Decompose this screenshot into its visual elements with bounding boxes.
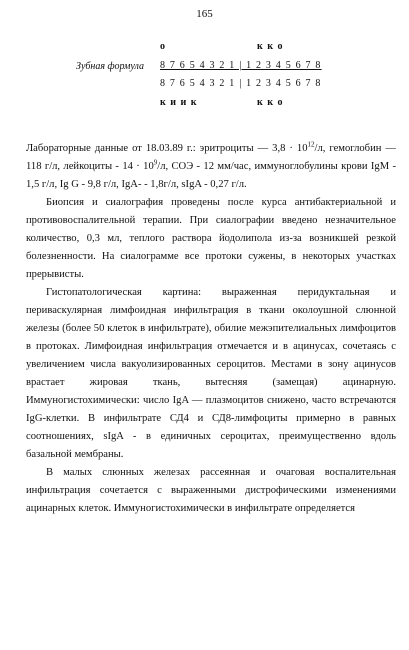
formula-label: Зубная формула (76, 61, 145, 72)
lab-text-a: Лабораторные данные от 18.03.89 г.: эритроциты — 3,8 · 10 (26, 143, 308, 154)
formula-top-right-mark: к к о (257, 41, 284, 52)
lab-data-paragraph (26, 140, 396, 194)
minor-glands-paragraph: В малых слюнных железах рассеянная и очаговая воспалительная инфильтрация сочетается с выраженными дистрофическими изменениями ацинарных клеток. Иммуногистохимически в инфильтрате определяется (26, 467, 396, 514)
lab-text-b: /л, гемоглобин — 118 г/л, лейкоциты - 14 · 10 (26, 143, 396, 172)
lab-text-c: /л, СОЭ - 12 мм/час, иммуноглобулины крови IgM - 1,5 г/л, Ig G - 9,8 г/л, IgA- - 1,8г/л, sIgA - 0,27 г/л. (26, 161, 396, 190)
formula-upper-row: 8 7 6 5 4 3 2 1 | 1 2 3 4 5 6 7 8 (160, 60, 322, 71)
formula-bottom-right-mark: к к о (257, 97, 284, 108)
biopsy-paragraph: Биопсия и сиалография проведены после курса антибактериальной и противовоспалительной терапии. При сиалографии введено незначительное количество, 0,3 мл, теплого раствора йодолипола из-за возникшей резкой болезненности. На сиалограмме все протоки сужены, в некоторых участках прерывисты. (26, 197, 396, 280)
formula-bottom-left-mark: к и и к (160, 97, 198, 108)
formula-lower-row: 8 7 6 5 4 3 2 1 | 1 2 3 4 5 6 7 8 (160, 78, 322, 89)
formula-top-left-mark: о (160, 41, 166, 52)
lab-exponent-2: 9 (153, 158, 158, 167)
lab-exponent-1: 12 (307, 140, 315, 149)
body-text (26, 140, 396, 518)
histopathology-paragraph: Гистопатологическая картина: выраженная перидуктальная и периваскулярная лимфоидная инфильтрация в ткани околоушной слюнной железы (более 50 клеток в инфильтрате), обилие межэпителиальных лимфоцитов в протоках. Лимфоидная инфильтрация отмечается и в ацинусах, сочетаясь с увеличением числа вакуолизированных сероцитов. Местами в зону ацинусов врастает жировая ткань, вытесняя (замещая) ацинарную. Иммуногистохимически: число IgA — плазмоцитов снижено, часто встречаются IgG-клетки. В инфильтрате СД4 и СД8-лимфоциты примерно в равных соотношениях, sIgA - в единичных сероцитах, преимущественно вдоль базальной мембраны. (26, 287, 396, 460)
page-number: 165 (196, 8, 213, 20)
